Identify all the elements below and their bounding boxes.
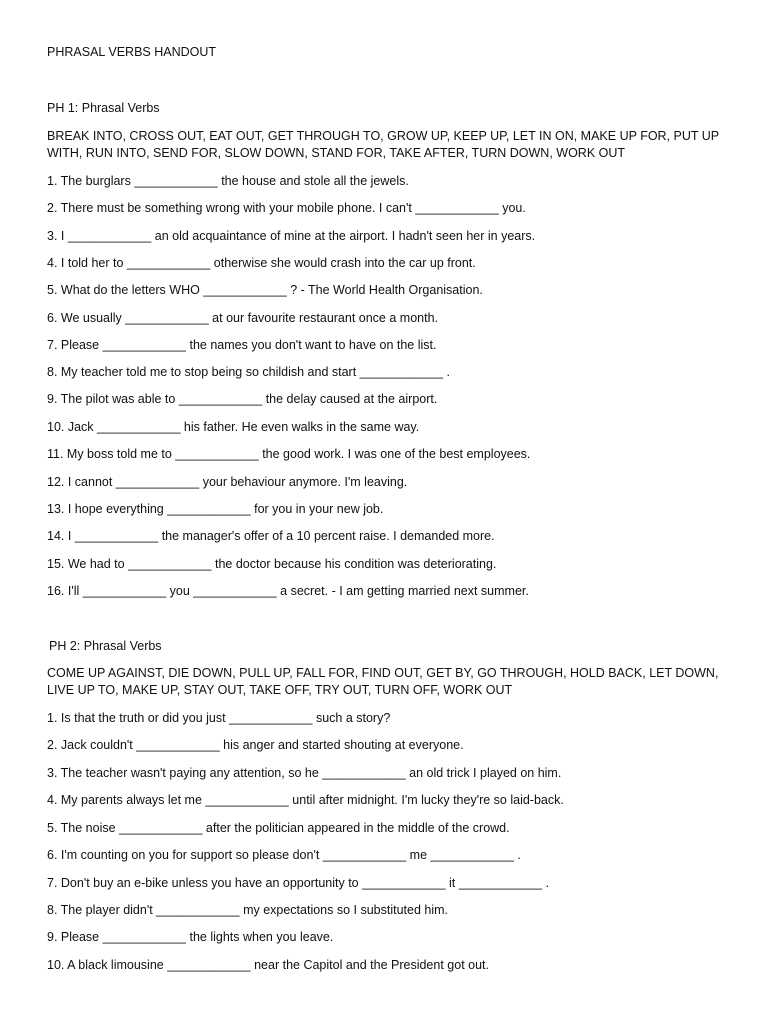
section1-heading: PH 1: Phrasal Verbs — [47, 101, 160, 115]
section1-question-8: 8. My teacher told me to stop being so childish and start ____________ . — [47, 365, 451, 379]
document-title: PHRASAL VERBS HANDOUT — [47, 45, 217, 59]
section1-question-2: 2. There must be something wrong with your mobile phone. I can't ____________ you. — [47, 201, 526, 215]
section2-question-6: 6. I'm counting on you for support so please don't ____________ me ____________ . — [47, 848, 521, 862]
section1-question-3: 3. I ____________ an old acquaintance of mine at the airport. I hadn't seen her in years. — [47, 229, 536, 243]
section2-question-1: 1. Is that the truth or did you just ____________ such a story? — [47, 711, 391, 725]
section1-word-bank: BREAK INTO, CROSS OUT, EAT OUT, GET THROUGH TO, GROW UP, KEEP UP, LET IN ON, MAKE UP FOR, PUT UP WITH, RUN INTO, SEND FOR, SLOW DOWN, STAND FOR, TAKE AFTER, TURN DOWN, WORK OUT — [47, 129, 719, 160]
section1-question-9: 9. The pilot was able to ____________ the delay caused at the airport. — [47, 392, 438, 406]
section2-question-3: 3. The teacher wasn't paying any attention, so he ____________ an old trick I played on him. — [47, 766, 562, 780]
section1-question-10: 10. Jack ____________ his father. He even walks in the same way. — [47, 420, 420, 434]
section2-question-2: 2. Jack couldn't ____________ his anger and started shouting at everyone. — [47, 738, 464, 752]
section1-question-14: 14. I ____________ the manager's offer of a 10 percent raise. I demanded more. — [47, 529, 495, 543]
section2-heading: PH 2: Phrasal Verbs — [49, 639, 162, 653]
section2-question-4: 4. My parents always let me ____________ until after midnight. I'm lucky they're so laid-back. — [47, 793, 564, 807]
section1-question-5: 5. What do the letters WHO ____________ ? - The World Health Organisation. — [47, 283, 483, 297]
section2-question-8: 8. The player didn't ____________ my expectations so I substituted him. — [47, 903, 449, 917]
section1-question-1: 1. The burglars ____________ the house and stole all the jewels. — [47, 174, 409, 188]
section2-question-9: 9. Please ____________ the lights when you leave. — [47, 930, 334, 944]
section1-question-6: 6. We usually ____________ at our favourite restaurant once a month. — [47, 311, 438, 325]
section1-question-16: 16. I'll ____________ you ____________ a secret. - I am getting married next summer. — [47, 584, 529, 598]
section2-question-7: 7. Don't buy an e-bike unless you have an opportunity to ____________ it ____________ . — [47, 876, 550, 890]
section1-question-7: 7. Please ____________ the names you don't want to have on the list. — [47, 338, 437, 352]
section2-question-5: 5. The noise ____________ after the politician appeared in the middle of the crowd. — [47, 821, 510, 835]
section2-question-10: 10. A black limousine ____________ near the Capitol and the President got out. — [47, 958, 489, 972]
section1-question-15: 15. We had to ____________ the doctor because his condition was deteriorating. — [47, 557, 497, 571]
section2-word-bank: COME UP AGAINST, DIE DOWN, PULL UP, FALL FOR, FIND OUT, GET BY, GO THROUGH, HOLD BACK, LET DOWN, LIVE UP TO, MAKE UP, STAY OUT, TAKE OFF, TRY OUT, TURN OFF, WORK OUT — [47, 666, 719, 697]
section1-question-13: 13. I hope everything ____________ for you in your new job. — [47, 502, 384, 516]
section1-question-12: 12. I cannot ____________ your behaviour anymore. I'm leaving. — [47, 475, 408, 489]
section1-question-4: 4. I told her to ____________ otherwise she would crash into the car up front. — [47, 256, 476, 270]
section1-question-11: 11. My boss told me to ____________ the good work. I was one of the best employees. — [47, 447, 531, 461]
